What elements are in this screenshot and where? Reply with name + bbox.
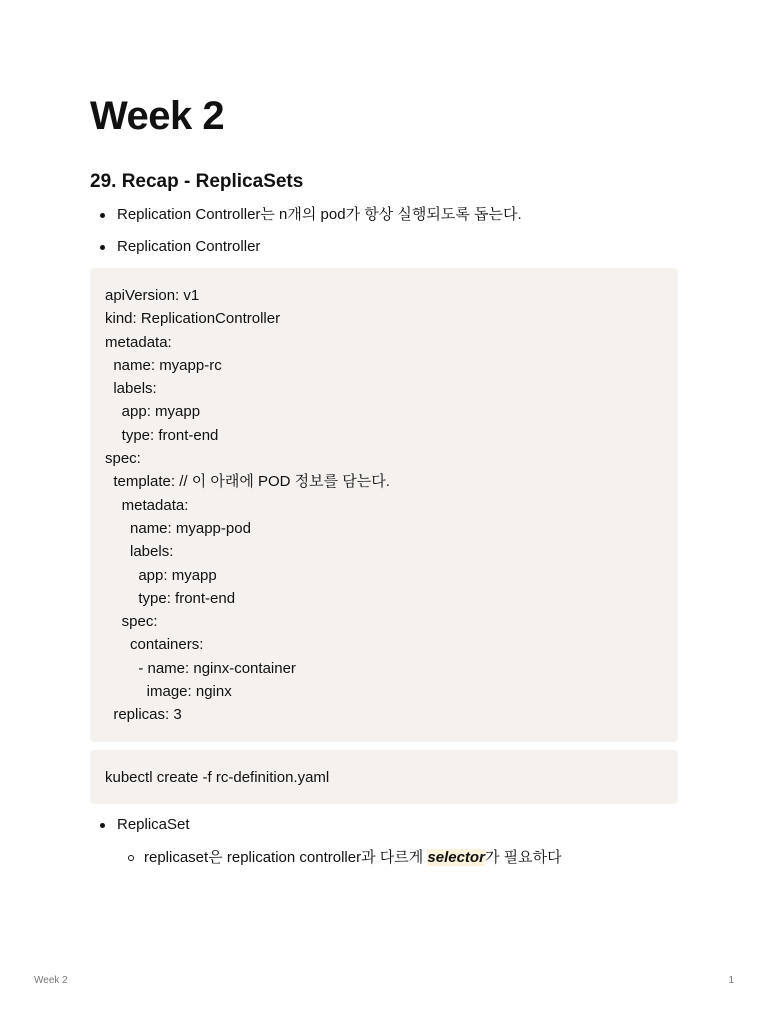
code-line: name: myapp-rc xyxy=(105,356,222,374)
code-line: metadata: xyxy=(105,496,189,514)
code-line: labels: xyxy=(105,543,174,561)
code-line: name: myapp-pod xyxy=(105,519,251,537)
list-item-text: Replication Controller xyxy=(117,238,261,255)
sub-list-text-before: replicaset은 replication controller과 다르게 xyxy=(144,849,428,866)
bullet-icon xyxy=(100,823,105,828)
highlighted-term: selector xyxy=(427,849,485,866)
section-heading: 29. Recap - ReplicaSets xyxy=(90,171,304,192)
code-line: containers: xyxy=(105,636,204,654)
code-line: - name: nginx-container xyxy=(105,659,296,677)
hollow-bullet-icon xyxy=(128,855,134,861)
code-block-command xyxy=(90,750,678,804)
code-line: template: // 이 아래에 POD 정보를 담는다. xyxy=(105,473,390,491)
code-line: kind: ReplicationController xyxy=(105,310,281,328)
sub-list-item-text xyxy=(144,848,562,868)
code-line: app: myapp xyxy=(105,566,217,584)
code-line: apiVersion: v1 xyxy=(105,287,200,304)
bullet-icon xyxy=(100,213,105,218)
footer-page-number: 1 xyxy=(728,975,734,986)
code-line: replicas: 3 xyxy=(105,706,182,724)
list-item-text: ReplicaSet xyxy=(117,816,190,833)
code-line: image: nginx xyxy=(105,683,232,701)
code-line: spec: xyxy=(105,613,158,631)
bullet-icon xyxy=(100,245,105,250)
code-line: app: myapp xyxy=(105,403,201,421)
footer-doc-title: Week 2 xyxy=(34,975,68,986)
code-line: spec: xyxy=(105,450,141,468)
code-line: metadata: xyxy=(105,333,172,351)
list-item-text: Replication Controller는 n개의 pod가 항상 실행되도록 돕는다. xyxy=(117,206,522,223)
page-title: Week 2 xyxy=(90,94,225,138)
code-line: type: front-end xyxy=(105,589,236,607)
code-line: kubectl create -f rc-definition.yaml xyxy=(105,769,330,786)
sub-list-text-after: 가 필요하다 xyxy=(484,849,562,866)
code-block-yaml xyxy=(90,268,678,742)
code-line: type: front-end xyxy=(105,426,219,444)
code-line: labels: xyxy=(105,380,157,398)
